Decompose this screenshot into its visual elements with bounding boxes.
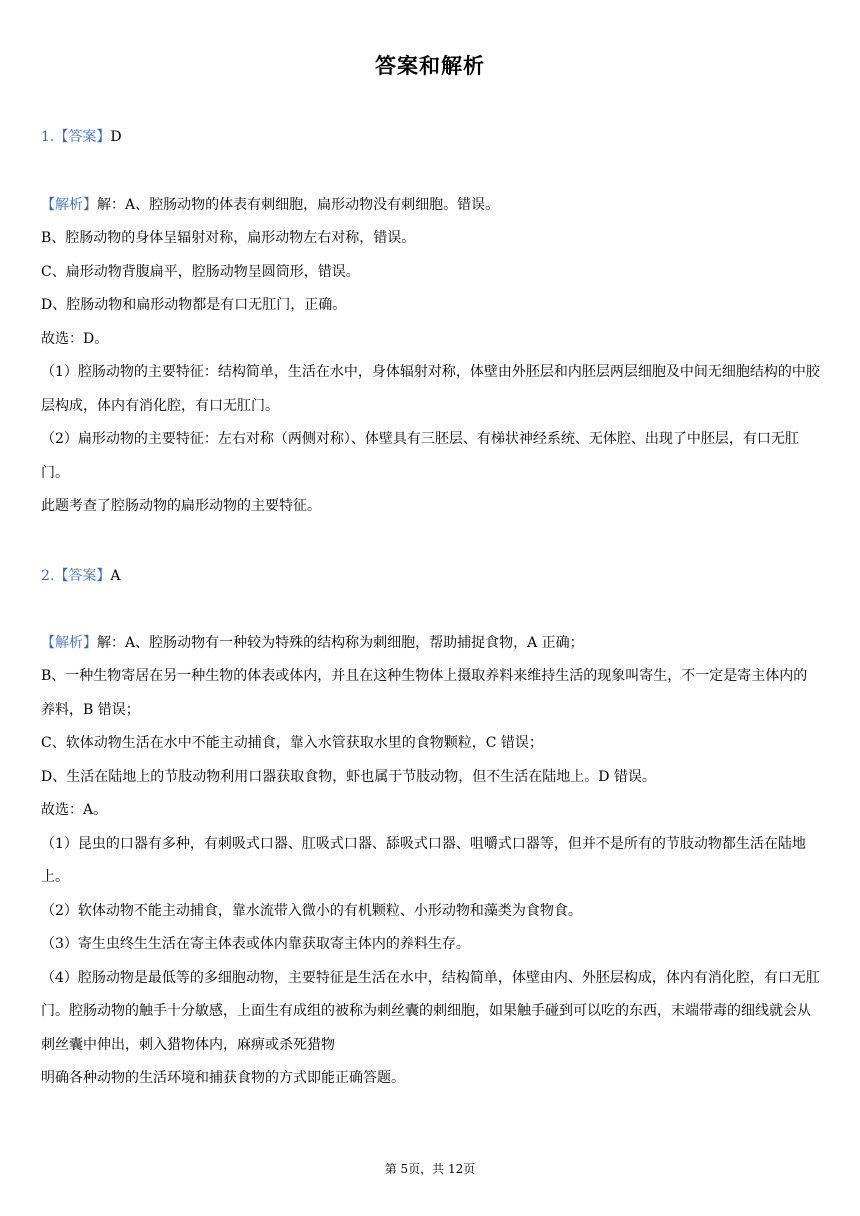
analysis-line: 故选：D。 bbox=[41, 330, 109, 347]
answer-line bbox=[41, 560, 821, 594]
analysis-line: （2）扁形动物的主要特征：左右对称（两侧对称）、体壁具有三胚层、有梯状神经系统、无体腔、出现了中胚层，有口无肛门。 bbox=[41, 431, 799, 481]
question-number: 2. bbox=[41, 568, 55, 584]
analysis-line: 明确各种动物的生活环境和捕获食物的方式即能正确答题。 bbox=[41, 1070, 405, 1086]
analysis-line: B、腔肠动物的身体呈辐射对称，扁形动物左右对称，错误。 bbox=[41, 230, 416, 246]
answer-tag: 【答案】 bbox=[54, 129, 111, 145]
analysis-line: C、扁形动物背腹扁平，腔肠动物呈圆筒形，错误。 bbox=[41, 263, 360, 280]
answer-line bbox=[41, 121, 821, 155]
analysis-line: 此题考查了腔肠动物的扁形动物的主要特征。 bbox=[41, 498, 321, 514]
analysis-line bbox=[41, 627, 821, 661]
analysis-tag: 【解析】 bbox=[41, 196, 97, 213]
analysis-line: （1）腔肠动物的主要特征：结构简单，生活在水中，身体辐射对称，体壁由外胚层和内胚层两层细胞及中间无细胞结构的中胶层构成，体内有消化腔，有口无肛门。 bbox=[41, 364, 820, 414]
question-2 bbox=[41, 560, 821, 1096]
analysis-line: 故选：A。 bbox=[41, 802, 108, 818]
page-title: 答案和解析 bbox=[375, 54, 485, 78]
analysis-line: （2）软体动物不能主动捕食，靠水流带入微小的有机颗粒、小形动物和藻类为食物食。 bbox=[41, 902, 582, 919]
analysis-line: D、腔肠动物和扁形动物都是有口无肛门，正确。 bbox=[41, 297, 347, 313]
analysis-text: 解：A、腔肠动物有一种较为特殊的结构称为刺细胞，帮助捕捉食物，A 正确； bbox=[97, 634, 584, 651]
analysis-tag: 【解析】 bbox=[41, 634, 97, 651]
answer-value: D bbox=[110, 129, 122, 145]
analysis-line: C、软体动物生活在水中不能主动捕食，靠入水管获取水里的食物颗粒，C 错误； bbox=[41, 735, 543, 751]
analysis-line: D、生活在陆地上的节肢动物利用口器获取食物，虾也属于节肢动物，但不生活在陆地上。D 错误。 bbox=[41, 768, 656, 785]
analysis-line: （3）寄生虫终生生活在寄主体表或体内靠获取寄主体内的养料生存。 bbox=[41, 936, 470, 952]
answer-tag: 【答案】 bbox=[54, 568, 111, 584]
analysis-line: （1）昆虫的口器有多种，有刺吸式口器、肛吸式口器、舔吸式口器、咀嚼式口器等，但并不是所有的节肢动物都生活在陆地上。 bbox=[41, 835, 806, 885]
analysis-text: 解：A、腔肠动物的体表有刺细胞，扁形动物没有刺细胞。错误。 bbox=[97, 196, 500, 213]
analysis-line: （4）腔肠动物是最低等的多细胞动物，主要特征是生活在水中，结构简单，体壁由内、外胚层构成，体内有消化腔，有口无肛门。腔肠动物的触手十分敏感，上面生有成组的被称为刺丝囊的刺细胞，如果触手碰到可以吃的东西，末端带毒的细线就会从刺丝囊中伸出，刺入猎物体内，麻痹或杀死猎物 bbox=[41, 969, 820, 1053]
answer-value: A bbox=[110, 568, 121, 584]
question-number: 1. bbox=[41, 129, 55, 145]
page-footer: 第 5页，共 12页 bbox=[384, 1162, 476, 1176]
question-1 bbox=[41, 121, 821, 524]
analysis-line: B、一种生物寄居在另一种生物的体表或体内，并且在这种生物体上摄取养料来维持生活的现象叫寄生，不一定是寄主体内的养料，B 错误； bbox=[41, 668, 808, 718]
analysis-line bbox=[41, 189, 821, 223]
